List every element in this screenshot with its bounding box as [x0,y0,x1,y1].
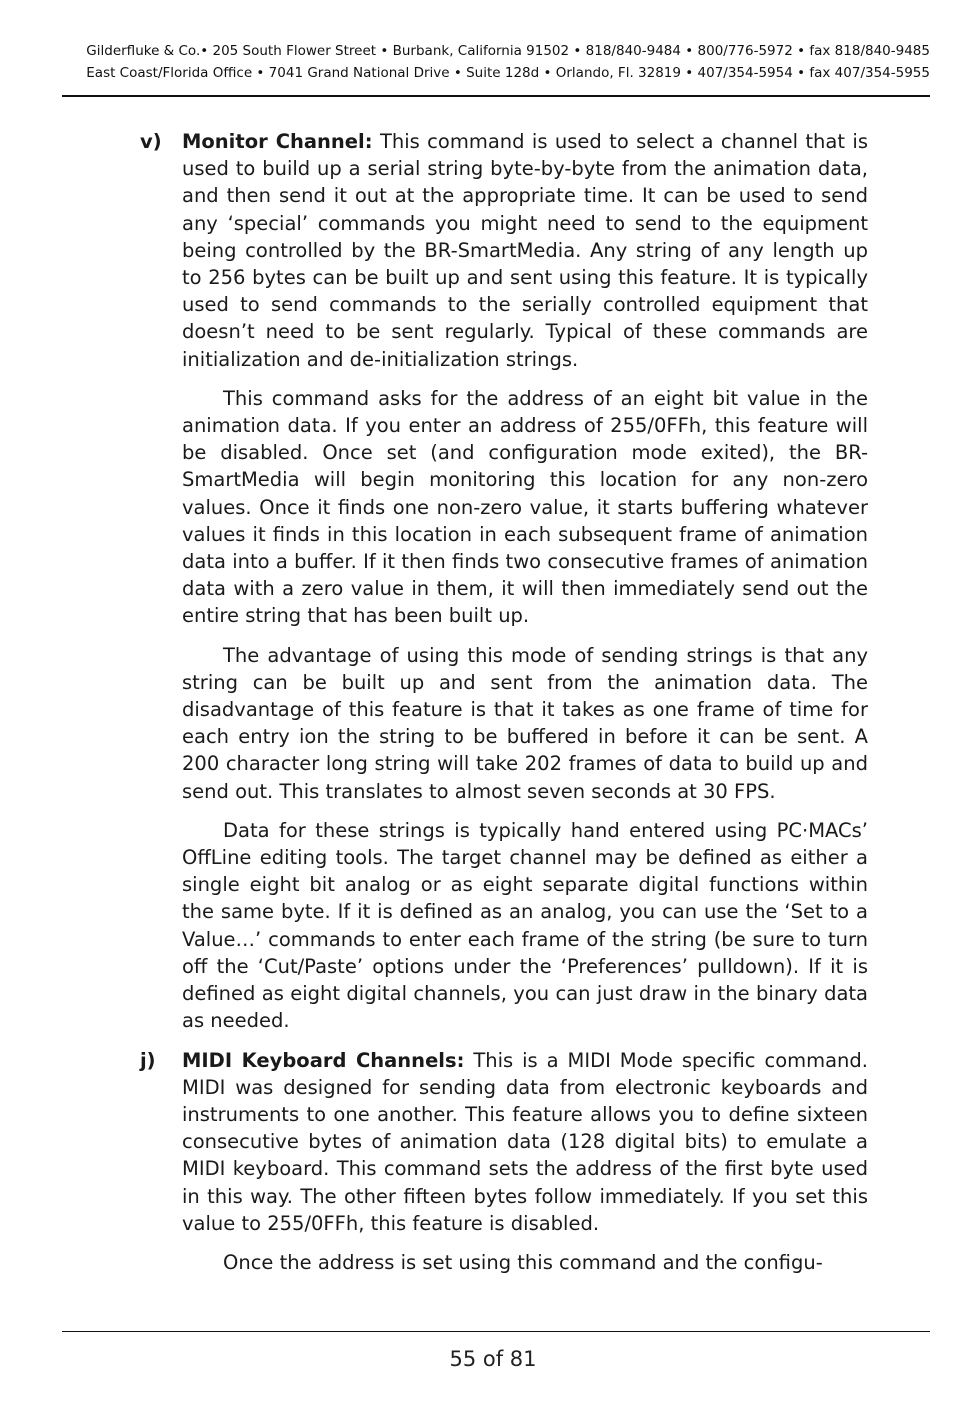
paragraph-text: This is a MIDI Mode specific command. MIDI was designed for sending data from electronic keyboards and instruments to one another. This feature allows you to define sixteen consecutive bytes of animation data (128 digital bits) to emulate a MIDI keyboard. This command sets the address of the first byte used in this way. The other fifteen bytes follow immediately. If you set this value to 255/0FFh, this feature is disabled. [182,1048,868,1235]
paragraph: Data for these strings is typically hand entered using PC·MACs’ OffLine editing tools. The target channel may be defined as either a single eight bit analog or as eight separate digital functions within the same byte. If it is defined as an analog, you can use the ‘Set to a Value…’ commands to enter each frame of the string (be sure to turn off the ‘Cut/Paste’ options under the ‘Preferences’ pulldown). If it is defined as eight digital channels, you can just draw in the binary data as needed. [182,818,868,1033]
paragraph: Once the address is set using this command and the configu- [223,1250,823,1274]
section-monitor-channel [140,128,868,1035]
paragraph [182,128,868,373]
term-heading: Monitor Channel: [182,130,373,153]
section-midi-keyboard-channels [140,1047,868,1277]
item-marker: v) [140,130,162,153]
paragraph-text: This command is used to select a channel that is used to build up a serial string byte-by-byte from the animation data, and then send it out at the appropriate time. It can be used to send any ‘special’ commands you might need to send to the equipment being controlled by the BR-SmartMedia. Any string of any length up to 256 bytes can be built up and sent using this feature. It is typically used to send commands to the serially controlled equipment that doesn’t need to be sent regularly. Typical of these commands are initialization and de-initialization strings. [182,130,868,371]
letterhead-east-coast-office: East Coast/Florida Office • 7041 Grand National Drive • Suite 128d • Orlando, Fl. 32819 • 407/354-5954 • fax 407/354-5955 [86,65,930,81]
letterhead-main-office: Gilderfluke & Co.• 205 South Flower Street • Burbank, California 91502 • 818/840-9484 • 800/776-5972 • fax 818/840-9485 [86,43,930,59]
page-content [140,128,868,1288]
header-divider [62,95,930,97]
paragraph: The advantage of using this mode of sending strings is that any string can be built up and sent from the animation data. The disadvantage of this feature is that it takes as one frame of time for each entry ion the string to be buffered in before it can be sent. A 200 character long string will take 202 frames of data to build up and send out. This translates to almost seven seconds at 30 FPS. [182,643,868,803]
term-heading: MIDI Keyboard Channels: [182,1048,465,1072]
letterhead [62,40,930,84]
item-marker: j) [140,1048,156,1072]
paragraph: This command asks for the address of an eight bit value in the animation data. If you enter an address of 255/0FFh, this feature will be disabled. Once set (and configuration mode exited), the BR-SmartMedia will begin monitoring this location for any non-zero values. Once it finds one non-zero value, it starts buffering whatever values it finds in this location in each subsequent frame of animation data into a buffer. If it then finds two consecutive frames of animation data with a zero value in them, it will then immediately send out the entire string that has been built up. [182,386,868,628]
paragraph [182,1047,868,1237]
page-number: 55 of 81 [449,1347,537,1371]
footer-divider [62,1331,930,1332]
